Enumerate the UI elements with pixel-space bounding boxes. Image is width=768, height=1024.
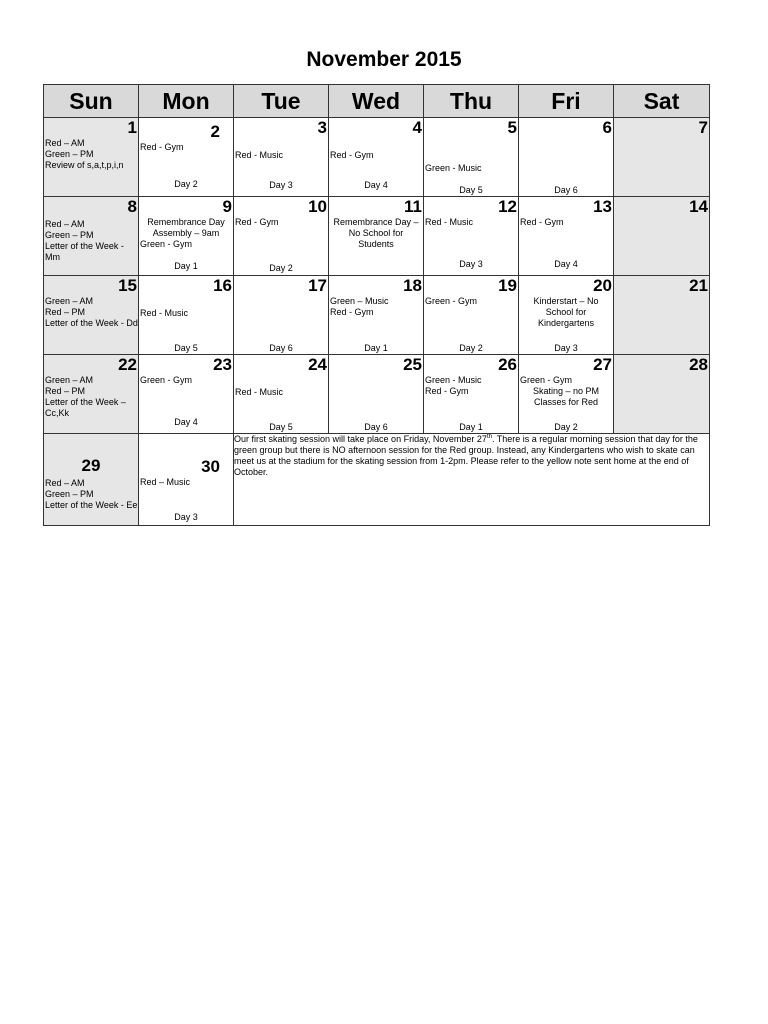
day-notes-secondary: Skating – no PM Classes for Red xyxy=(532,386,600,407)
day-notes: Red - Gym xyxy=(330,150,374,160)
weekday-sat: Sat xyxy=(614,85,710,118)
day-number: 24 xyxy=(308,355,327,374)
day-notes: Red - Gym xyxy=(140,142,184,152)
day-notes: Red - Music xyxy=(140,308,189,318)
day-cell-5 xyxy=(424,118,519,197)
rotation-day: Day 1 xyxy=(364,343,388,353)
day-notes: Red – AM Green – PM Letter of the Week - Mm xyxy=(45,219,124,262)
day-number: 22 xyxy=(118,355,137,374)
day-notes: Red – AM Green – PM Review of s,a,t,p,i,n xyxy=(45,138,124,170)
day-number: 21 xyxy=(689,276,708,295)
day-cell-16 xyxy=(139,276,234,355)
day-notes: Green - Music xyxy=(425,163,482,173)
weekday-header-row xyxy=(44,85,710,118)
day-number: 1 xyxy=(127,118,137,137)
day-number: 7 xyxy=(698,118,708,137)
day-notes: Green - Gym xyxy=(425,296,478,306)
weekday-thu: Thu xyxy=(424,85,519,118)
day-number: 20 xyxy=(593,276,612,295)
day-cell-15 xyxy=(44,276,139,355)
day-cell-9 xyxy=(139,197,234,276)
day-cell-24 xyxy=(234,355,329,434)
day-notes: Kinderstart – No School for Kindergartens xyxy=(533,296,599,328)
day-notes: Red - Music xyxy=(235,150,284,160)
day-notes: Green - Gym xyxy=(140,375,193,385)
rotation-day: Day 6 xyxy=(364,422,388,432)
day-notes: Green – AM Red – PM Letter of the Week - Dd xyxy=(45,296,138,328)
day-notes: Green – Music Red - Gym xyxy=(330,296,389,317)
rotation-day: Day 3 xyxy=(174,512,198,522)
weekday-fri: Fri xyxy=(519,85,614,118)
day-number: 12 xyxy=(498,197,517,216)
day-number: 30 xyxy=(201,457,220,476)
message-superscript: th xyxy=(486,434,492,440)
day-cell-13 xyxy=(519,197,614,276)
day-number: 11 xyxy=(404,197,422,216)
day-notes: Green - Gym xyxy=(520,375,573,385)
day-number: 18 xyxy=(403,276,422,295)
day-number: 6 xyxy=(602,118,612,137)
rotation-day: Day 2 xyxy=(174,179,198,189)
day-number: 25 xyxy=(403,355,422,374)
day-notes: Red – Music xyxy=(140,477,191,487)
day-number: 15 xyxy=(118,276,137,295)
rotation-day: Day 4 xyxy=(364,180,388,190)
day-notes: Green – AM Red – PM Letter of the Week – Cc,Kk xyxy=(45,375,126,418)
day-cell-25 xyxy=(329,355,424,434)
day-number: 2 xyxy=(210,122,220,141)
week-row xyxy=(44,118,710,197)
day-number: 26 xyxy=(498,355,517,374)
day-notes-secondary: Green - Gym xyxy=(140,239,193,249)
day-cell-19 xyxy=(424,276,519,355)
week-row xyxy=(44,355,710,434)
day-notes: Remembrance Day – No School for Students xyxy=(333,217,419,249)
day-notes: Remembrance Day Assembly – 9am xyxy=(147,217,225,238)
day-number: 8 xyxy=(127,197,137,216)
skating-message xyxy=(234,434,710,526)
weekday-wed: Wed xyxy=(329,85,424,118)
message-text: Our first skating session will take place on Friday, November 27 xyxy=(234,434,487,444)
day-cell-12 xyxy=(424,197,519,276)
day-number: 14 xyxy=(689,197,708,216)
day-number: 10 xyxy=(308,197,327,216)
day-cell-22 xyxy=(44,355,139,434)
day-cell-21 xyxy=(614,276,710,355)
day-cell-23 xyxy=(139,355,234,434)
day-number: 29 xyxy=(81,456,101,475)
day-notes: Green - Music Red - Gym xyxy=(425,375,482,396)
day-cell-7 xyxy=(614,118,710,197)
rotation-day: Day 6 xyxy=(269,343,293,353)
rotation-day: Day 3 xyxy=(554,343,578,353)
day-cell-3 xyxy=(234,118,329,197)
rotation-day: Day 5 xyxy=(269,422,293,432)
day-cell-17 xyxy=(234,276,329,355)
rotation-day: Day 2 xyxy=(269,263,293,273)
day-cell-28 xyxy=(614,355,710,434)
rotation-day: Day 2 xyxy=(554,422,578,432)
day-cell-11 xyxy=(329,197,424,276)
week-row xyxy=(44,276,710,355)
rotation-day: Day 1 xyxy=(174,261,198,271)
rotation-day: Day 5 xyxy=(459,185,483,195)
rotation-day: Day 1 xyxy=(459,422,483,432)
day-cell-14 xyxy=(614,197,710,276)
day-cell-4 xyxy=(329,118,424,197)
rotation-day: Day 6 xyxy=(554,185,578,195)
rotation-day: Day 4 xyxy=(174,417,198,427)
day-cell-18 xyxy=(329,276,424,355)
rotation-day: Day 3 xyxy=(269,180,293,190)
week-row xyxy=(44,434,710,526)
day-notes: Red - Gym xyxy=(235,217,279,227)
weekday-sun: Sun xyxy=(44,85,139,118)
day-notes: Red - Music xyxy=(425,217,474,227)
day-number: 17 xyxy=(308,276,327,295)
day-number: 5 xyxy=(507,118,517,137)
day-cell-26 xyxy=(424,355,519,434)
day-number: 4 xyxy=(412,118,422,137)
weekday-tue: Tue xyxy=(234,85,329,118)
week-row xyxy=(44,197,710,276)
day-cell-1 xyxy=(44,118,139,197)
day-cell-10 xyxy=(234,197,329,276)
message-text-continued: . There is a regular morning session that day for the green group but there is NO afternoon session for the Red group. Instead, any Kindergartens who wish to skate can meet us at the stadium for the skating session from 1-2pm. Please refer to the yellow note sent home at the end of October. xyxy=(234,434,698,477)
weekday-mon: Mon xyxy=(139,85,234,118)
day-cell-8 xyxy=(44,197,139,276)
calendar-title: November 2015 xyxy=(306,48,462,71)
day-number: 9 xyxy=(222,197,232,216)
day-number: 3 xyxy=(317,118,327,137)
day-cell-2 xyxy=(139,118,234,197)
rotation-day: Day 3 xyxy=(459,259,483,269)
calendar-grid xyxy=(43,84,710,526)
day-cell-27 xyxy=(519,355,614,434)
day-number: 13 xyxy=(593,197,612,216)
day-notes: Red - Music xyxy=(235,387,284,397)
day-cell-29 xyxy=(44,434,139,526)
day-cell-6 xyxy=(519,118,614,197)
day-number: 27 xyxy=(593,355,612,374)
day-cell-30 xyxy=(139,434,234,526)
day-cell-20 xyxy=(519,276,614,355)
day-notes: Red – AM Green – PM Letter of the Week - Ee xyxy=(45,478,138,510)
day-number: 28 xyxy=(689,355,708,374)
day-number: 16 xyxy=(213,276,232,295)
rotation-day: Day 2 xyxy=(459,343,483,353)
rotation-day: Day 5 xyxy=(174,343,198,353)
day-number: 23 xyxy=(213,355,232,374)
day-notes: Red - Gym xyxy=(520,217,564,227)
rotation-day: Day 4 xyxy=(554,259,578,269)
day-number: 19 xyxy=(498,276,517,295)
